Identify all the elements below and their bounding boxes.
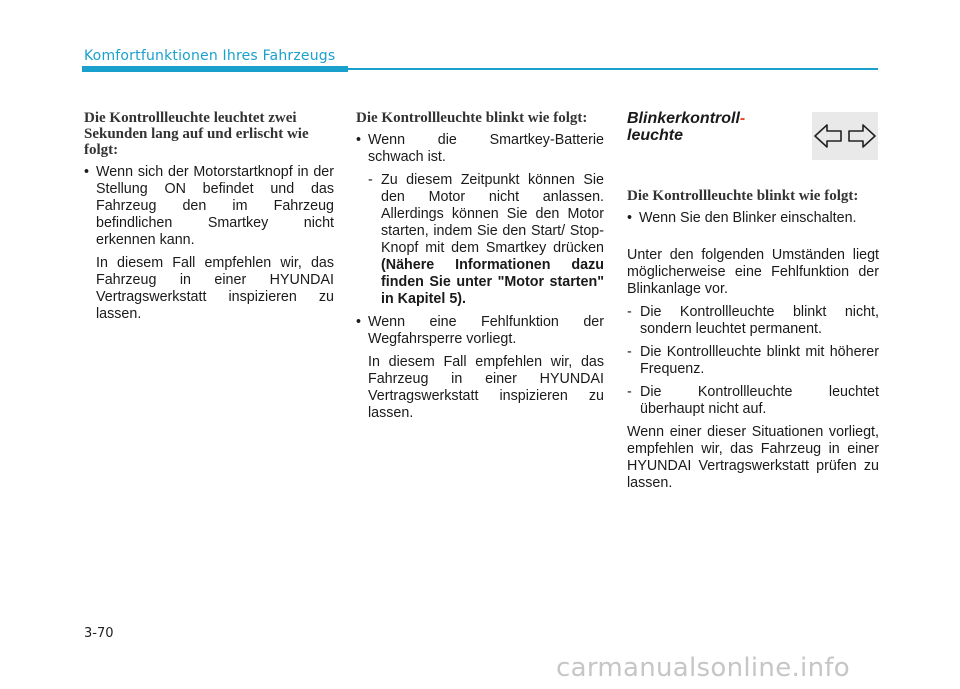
col3-dash-1-text: Die Kontrollleuchte blinkt nicht, sondern leuchtet permanent. [640, 304, 879, 337]
col2-bullet-1-text: Wenn die Smartkey-Batterie schwach ist. [368, 132, 604, 165]
col3-heading: Die Kontrollleuchte blinkt wie folgt: [627, 188, 859, 204]
col2-sub-item-1 [356, 172, 604, 308]
column-1 [84, 110, 334, 329]
dash-symbol: - [627, 344, 632, 360]
right-arrow-icon [849, 125, 875, 147]
col2-bullet-1 [356, 132, 604, 166]
col2-sub-item-1-text: Zu diesem Zeitpunkt können Sie den Motor nicht anlassen. Allerdings können Sie den Motor starten, indem Sie den Start/ Stop-Knopf mit dem Smartkey drücken [381, 172, 604, 256]
col3-bullet-1 [627, 210, 879, 227]
bullet-symbol: • [356, 132, 362, 148]
dash-symbol: - [368, 172, 373, 188]
blinker-title-part1: Blinkerkontroll [627, 110, 740, 127]
col2-sub-item-1-reference: (Nähere Informationen dazu finden Sie unter "Motor starten" in Kapitel 5). [381, 257, 604, 307]
col3-dash-1 [627, 304, 879, 338]
col3-dash-3-text: Die Kontrollleuchte leuchtet überhaupt nicht auf. [640, 384, 879, 417]
col1-bullet-1 [84, 164, 334, 249]
col3-bullet-1-text: Wenn Sie den Blinker einschalten. [639, 210, 857, 226]
blinker-title-part2: leuchte [627, 127, 684, 144]
turn-signal-arrows-svg [812, 112, 878, 160]
bullet-symbol: • [356, 314, 362, 330]
col2-bullet-2 [356, 314, 604, 348]
column-2 [356, 110, 604, 428]
dash-symbol: - [627, 304, 632, 320]
col2-bullet-2-note: In diesem Fall empfehlen wir, das Fahrzeug in einer HYUNDAI Vertragswerkstatt inspizieren zu lassen. [368, 354, 604, 421]
section-title: Komfortfunktionen Ihres Fahrzeugs [84, 48, 336, 64]
page-number: 3-70 [84, 626, 114, 641]
header-rule [348, 68, 878, 70]
col3-closing: Wenn einer dieser Situationen vorliegt, empfehlen wir, das Fahrzeug in einer HYUNDAI Vertragswerkstatt prüfen zu lassen. [627, 424, 879, 491]
column-3 [627, 110, 879, 498]
header-accent-bar [82, 66, 348, 72]
dash-symbol: - [627, 384, 632, 400]
bullet-symbol: • [84, 164, 90, 180]
turn-signal-arrows-icon [812, 112, 878, 160]
col2-heading: Die Kontrollleuchte blinkt wie folgt: [356, 110, 588, 126]
col3-dash-2-text: Die Kontrollleuchte blinkt mit höherer Frequenz. [640, 344, 879, 377]
col1-bullet-1-note: In diesem Fall empfehlen wir, das Fahrzeug in einer HYUNDAI Vertragswerkstatt inspizieren zu lassen. [96, 255, 334, 322]
col3-dash-3 [627, 384, 879, 418]
col3-dash-2 [627, 344, 879, 378]
left-arrow-icon [815, 125, 841, 147]
bullet-symbol: • [627, 210, 633, 226]
watermark: carmanualsonline.info [556, 653, 851, 683]
col1-bullet-1-text: Wenn sich der Motorstartknopf in der Stellung ON befindet und das Fahrzeug den im Fahrzeug befindlichen Smartkey nicht erkennen kann. [96, 164, 334, 248]
col3-intro: Unter den folgenden Umständen liegt möglicherweise eine Fehlfunktion der Blinkanlage vor. [627, 247, 879, 297]
col2-bullet-2-text: Wenn eine Fehlfunktion der Wegfahrsperre vorliegt. [368, 314, 604, 347]
blinker-title-hyphen: - [739, 110, 746, 127]
col1-heading: Die Kontrollleuchte leuchtet zwei Sekunden lang auf und erlischt wie folgt: [84, 110, 309, 158]
